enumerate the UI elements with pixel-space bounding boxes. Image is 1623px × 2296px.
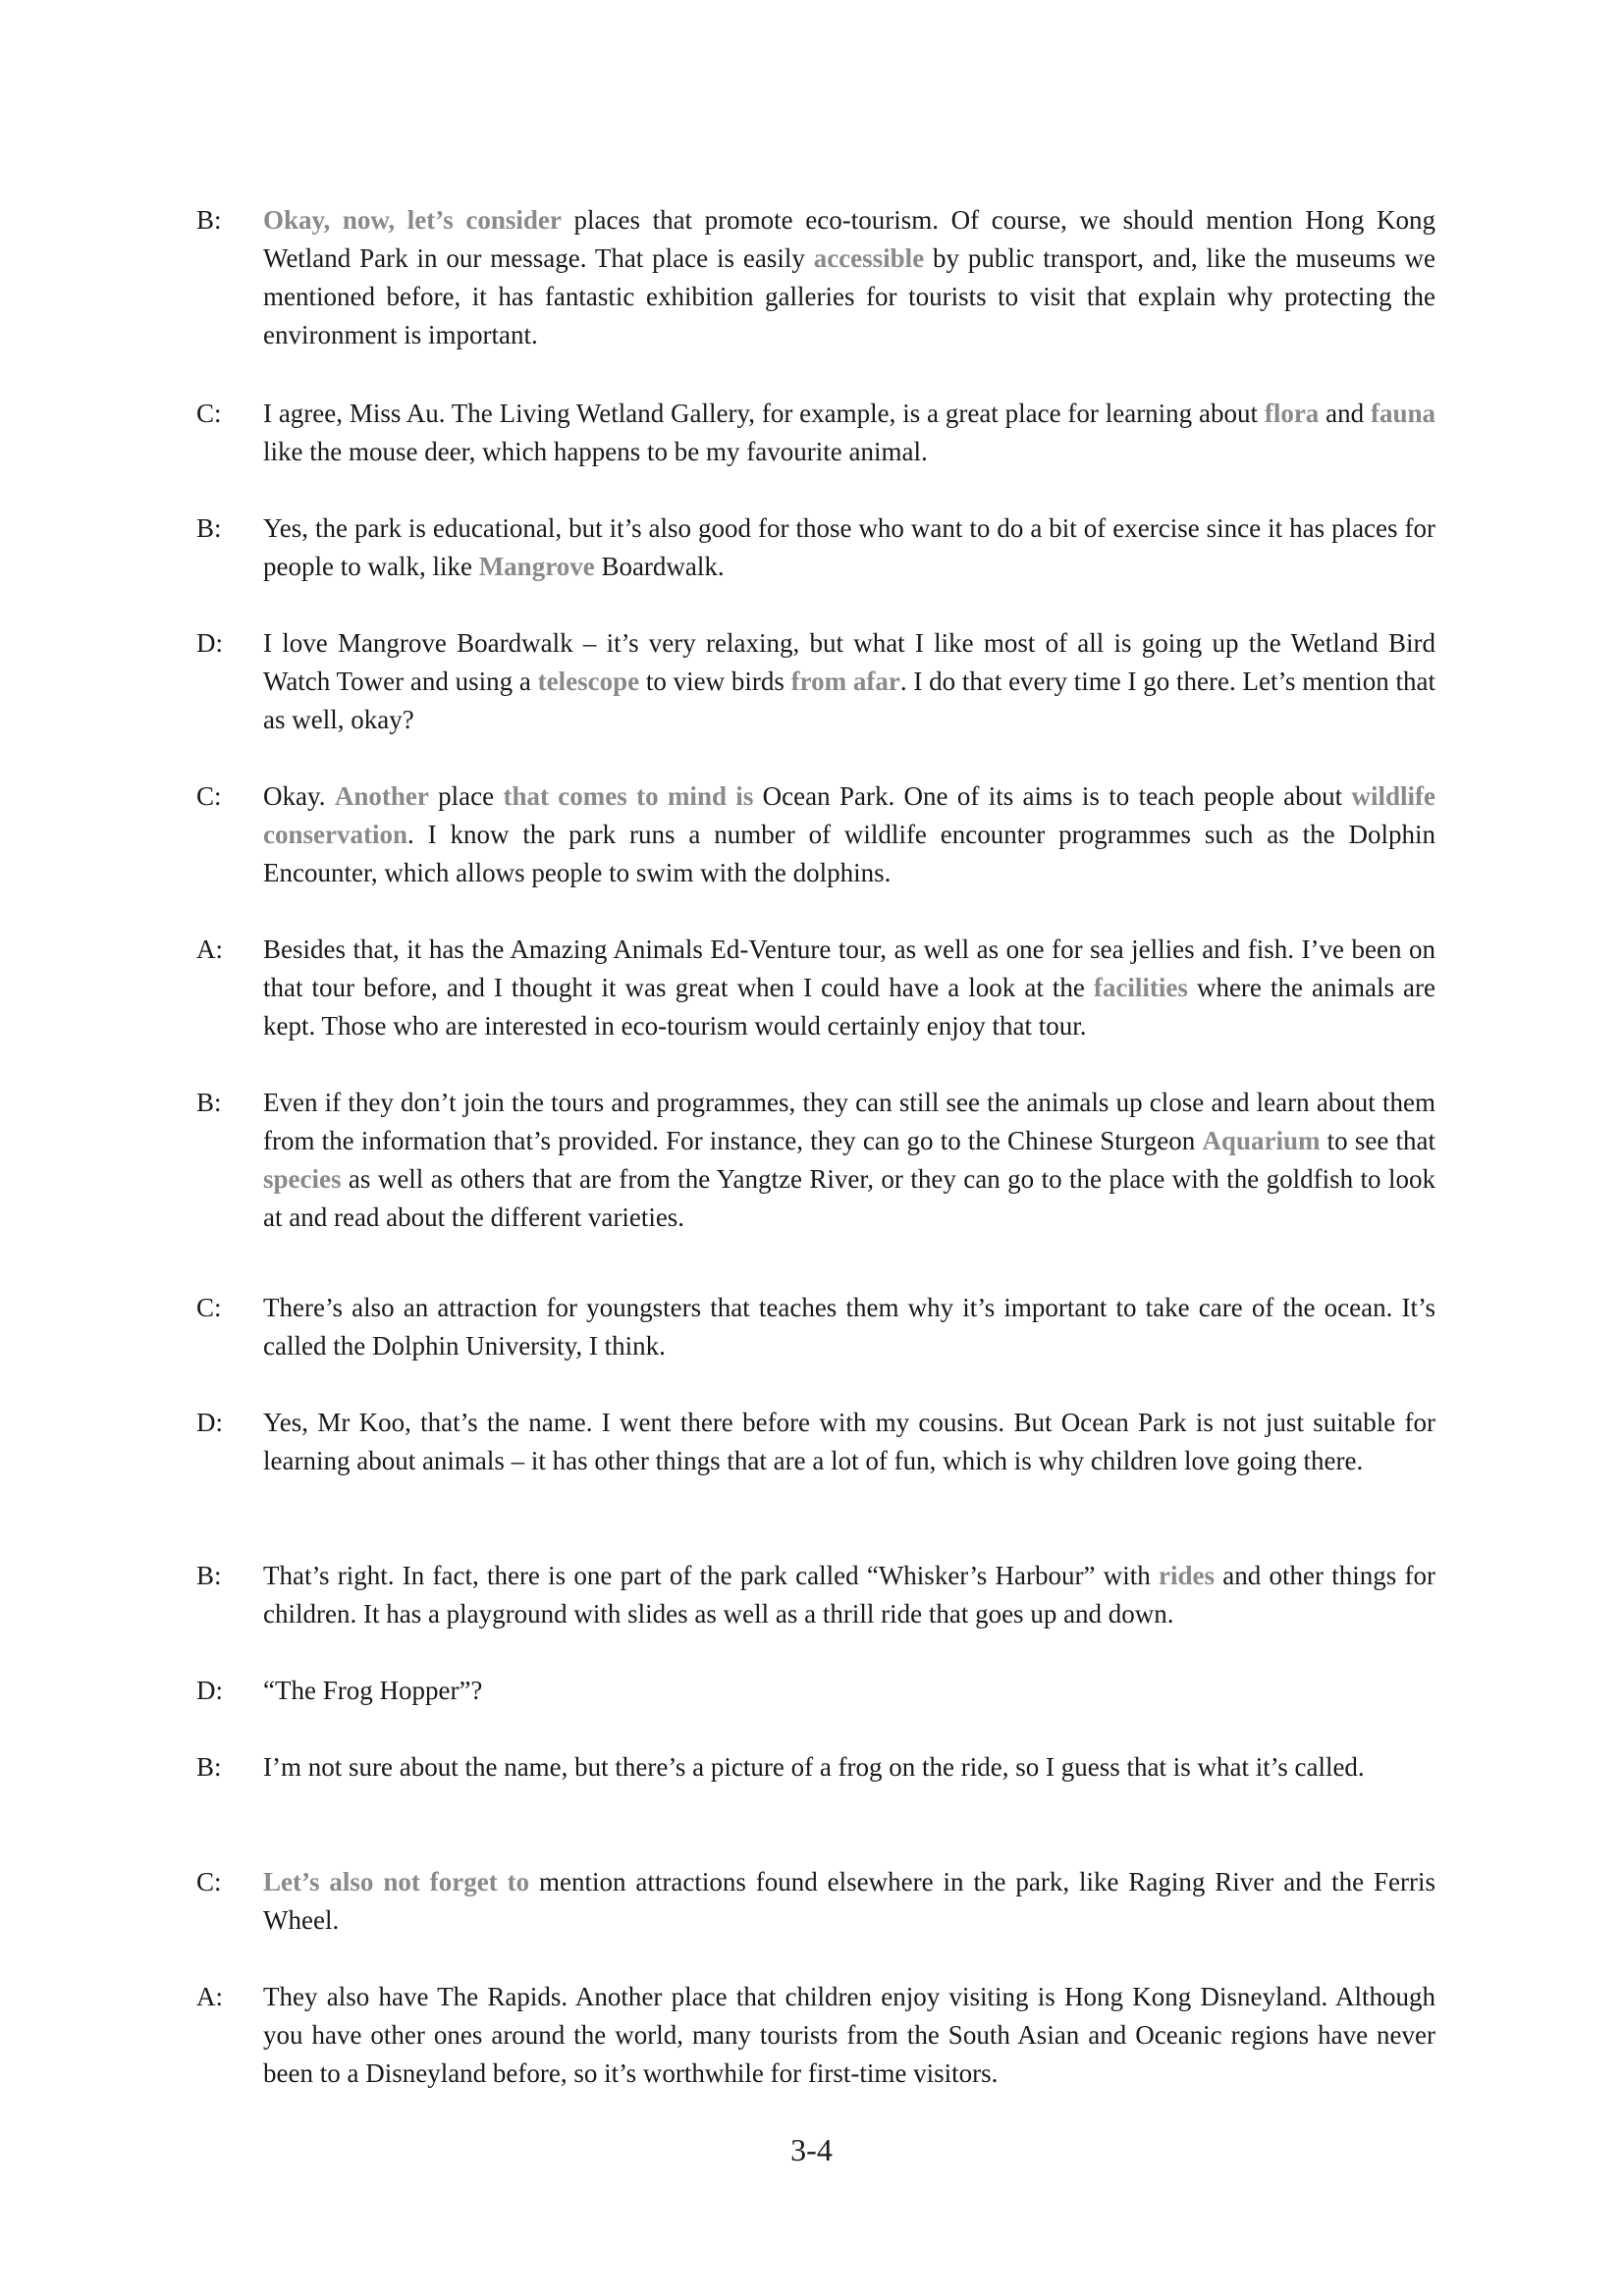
highlighted-phrase: wildlife conservation (263, 781, 1436, 849)
speaker-label: B: (196, 205, 222, 235)
speaker-label: C: (196, 781, 222, 811)
text-segment: to see that (1320, 1126, 1435, 1155)
speaker-label: B: (196, 513, 222, 543)
text-segment: There’s also an attraction for youngsters that teaches them why it’s important to take care of the ocean. It’s called the Dolphin University, I think. (263, 1293, 1435, 1361)
dialogue-text (263, 931, 1435, 1045)
dialogue-text (263, 1084, 1435, 1237)
text-segment: . I know the park runs a number of wildlife encounter programmes such as the Dolphin Encounter, which allows people to swim with the dolphins. (263, 820, 1435, 887)
highlighted-phrase: Okay, now, let’s consider (263, 205, 562, 235)
text-segment: and (1319, 399, 1371, 428)
dialogue-turn (196, 1084, 1435, 1237)
speaker-label: B: (196, 1752, 222, 1782)
text-segment: Yes, the park is educational, but it’s also good for those who want to do a bit of exercise since it has places for people to walk, like (263, 513, 1435, 581)
text-segment: as well as others that are from the Yangtze River, or they can go to the place with the goldfish to look at and read about the different varieties. (263, 1164, 1435, 1232)
highlighted-phrase: fauna (1370, 399, 1435, 428)
dialogue-turn (196, 395, 1435, 471)
dialogue-text (263, 1863, 1435, 1940)
dialogue-turn (196, 1978, 1435, 2093)
text-segment: They also have The Rapids. Another place that children enjoy visiting is Hong Kong Disneyland. Although you have other ones around the world, many tourists from the South Asian and Oceanic regions have never been to a Disneyland before, so it’s worthwhile for first-time visitors. (263, 1982, 1435, 2088)
text-segment: like the mouse deer, which happens to be my favourite animal. (263, 437, 928, 466)
dialogue-text (263, 1289, 1435, 1365)
dialogue-turn (196, 931, 1435, 1045)
dialogue-turn (196, 1863, 1435, 1940)
text-segment: “The Frog Hopper”? (263, 1676, 483, 1705)
dialogue-turn (196, 624, 1435, 739)
text-segment: to view birds (639, 667, 791, 696)
text-segment: by public transport, and, like the museums we mentioned before, it has fantastic exhibition galleries for tourists to visit that explain why protecting the environment is important. (263, 243, 1435, 349)
highlighted-phrase: telescope (537, 667, 640, 696)
dialogue-text (263, 777, 1435, 892)
speaker-label: C: (196, 1867, 222, 1896)
text-segment: . I do that every time I go there. Let’s mention that as well, okay? (263, 667, 1435, 734)
highlighted-phrase: species (263, 1164, 342, 1194)
dialogue-text (263, 1978, 1435, 2093)
text-segment: Yes, Mr Koo, that’s the name. I went there before with my cousins. But Ocean Park is not just suitable for learning about animals – it has other things that are a lot of fun, which is why children love going there. (263, 1408, 1435, 1475)
dialogue-text (263, 1404, 1435, 1480)
highlighted-phrase: accessible (813, 243, 925, 273)
speaker-label: A: (196, 1982, 223, 2011)
text-segment: and other things for children. It has a playground with slides as well as a thrill ride that goes up and down. (263, 1561, 1436, 1629)
highlighted-phrase: Another (334, 781, 429, 811)
highlighted-phrase: from afar (790, 667, 900, 696)
dialogue-text (263, 1557, 1435, 1633)
speaker-label: C: (196, 1293, 222, 1322)
text-segment: I’m not sure about the name, but there’s a picture of a frog on the ride, so I guess that is what it’s called. (263, 1752, 1365, 1782)
page-number: 3-4 (790, 2132, 833, 2167)
highlighted-phrase: facilities (1093, 973, 1188, 1002)
text-segment: mention attractions found elsewhere in the park, like Raging River and the Ferris Wheel. (263, 1867, 1435, 1935)
dialogue-turn (196, 1557, 1435, 1633)
text-segment: That’s right. In fact, there is one part of the park called “Whisker’s Harbour” with (263, 1561, 1160, 1590)
dialogue-text (263, 509, 1435, 586)
text-segment: Even if they don’t join the tours and programmes, they can still see the animals up close and learn about them from the information that’s provided. For instance, they can go to the Chinese Sturgeon (263, 1088, 1435, 1155)
text-segment: places that promote eco-tourism. Of course, we should mention Hong Kong Wetland Park in our message. That place is easily (263, 205, 1435, 273)
dialogue-text (263, 624, 1435, 739)
highlighted-phrase: that comes to mind is (503, 781, 754, 811)
highlighted-phrase: Let’s also not forget to (263, 1867, 530, 1896)
speaker-label: A: (196, 934, 223, 964)
highlighted-phrase: Mangrove (478, 552, 595, 581)
text-segment: Boardwalk. (594, 552, 725, 581)
dialogue-turn (196, 1748, 1435, 1787)
dialogue-text (263, 1672, 1435, 1710)
dialogue-text (263, 1748, 1435, 1787)
dialogue-turn (196, 1404, 1435, 1480)
speaker-label: D: (196, 628, 223, 658)
dialogue-turn (196, 509, 1435, 586)
text-segment: Besides that, it has the Amazing Animals Ed-Venture tour, as well as one for sea jellies and fish. I’ve been on that tour before, and I thought it was great when I could have a look at the (263, 934, 1435, 1002)
dialogue-text (263, 201, 1435, 354)
dialogue-turn (196, 1289, 1435, 1365)
speaker-label: D: (196, 1408, 223, 1437)
speaker-label: B: (196, 1088, 222, 1117)
highlighted-phrase: flora (1264, 399, 1320, 428)
text-segment: I love Mangrove Boardwalk – it’s very relaxing, but what I like most of all is going up the Wetland Bird Watch Tower and using a (263, 628, 1435, 696)
dialogue-turn (196, 777, 1435, 892)
text-segment: Ocean Park. One of its aims is to teach people about (753, 781, 1352, 811)
text-segment: Okay. (263, 781, 335, 811)
speaker-label: D: (196, 1676, 223, 1705)
dialogue-turn (196, 201, 1435, 354)
speaker-label: B: (196, 1561, 222, 1590)
highlighted-phrase: Aquarium (1202, 1126, 1321, 1155)
speaker-label: C: (196, 399, 222, 428)
dialogue-turn (196, 1672, 1435, 1710)
text-segment: I agree, Miss Au. The Living Wetland Gallery, for example, is a great place for learning about (263, 399, 1265, 428)
highlighted-phrase: rides (1159, 1561, 1216, 1590)
text-segment: place (428, 781, 504, 811)
text-segment: where the animals are kept. Those who are interested in eco-tourism would certainly enjoy that tour. (263, 973, 1435, 1041)
dialogue-text (263, 395, 1435, 471)
